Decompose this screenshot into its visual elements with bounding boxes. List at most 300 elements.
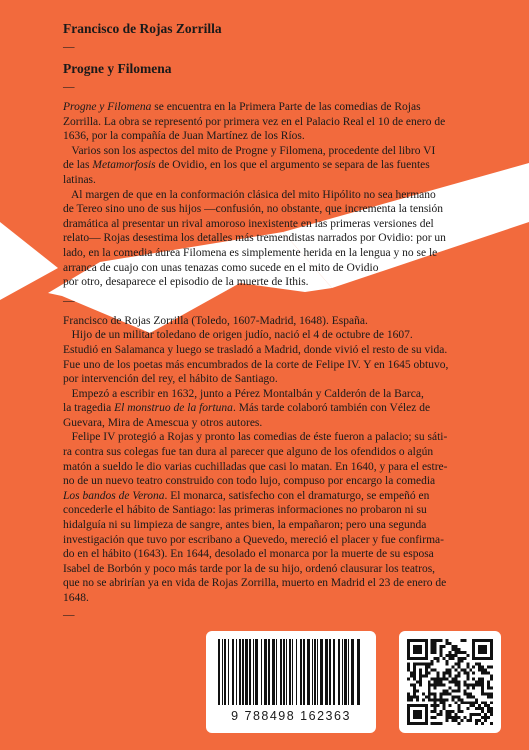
qr-module — [478, 707, 481, 710]
qr-module — [475, 683, 478, 686]
barcode-bar — [249, 639, 251, 705]
qr-module — [472, 713, 475, 716]
text-line: lado, en la comedia áurea Filomena es simplemente herida en la lengua y no se le — [63, 246, 438, 259]
text-line: latinas. — [63, 173, 96, 186]
qr-module — [419, 683, 422, 686]
qr-module — [440, 692, 443, 695]
qr-module — [478, 678, 481, 681]
qr-module — [431, 716, 434, 719]
qr-module — [454, 663, 457, 666]
qr-module — [437, 681, 440, 684]
qr-module — [475, 663, 478, 666]
qr-module — [460, 701, 463, 704]
qr-module — [428, 686, 431, 689]
text-line: hidalguía ni su limpieza de sangre, antes bien, la empañaron; pero una segunda — [63, 519, 427, 532]
qr-module — [454, 654, 457, 657]
barcode-bar — [239, 639, 241, 705]
qr-module — [457, 672, 460, 675]
text-line: Varios son los aspectos del mito de Progne y Filomena, procedente del libro VI — [63, 144, 436, 157]
qr-module — [451, 678, 454, 681]
qr-module — [472, 701, 475, 704]
qr-module — [428, 681, 431, 684]
qr-module — [434, 639, 437, 642]
barcode-bar — [232, 639, 234, 705]
qr-module — [443, 683, 446, 686]
text-line: ra contra sus colegas fue tan dura al parecer que alguno de los ofendidos o algún — [63, 446, 434, 459]
qr-module — [478, 666, 481, 669]
qr-module — [490, 675, 493, 678]
qr-module — [454, 719, 457, 722]
separator-dash: — — [63, 81, 75, 93]
qr-module — [410, 698, 413, 701]
qr-module — [463, 716, 466, 719]
qr-module — [481, 666, 484, 669]
qr-module — [472, 695, 475, 698]
qr-module — [434, 648, 437, 651]
qr-module — [431, 692, 434, 695]
barcode-bar — [228, 639, 229, 705]
barcode-bar — [292, 639, 293, 705]
qr-module — [443, 698, 446, 701]
qr-module — [466, 666, 469, 669]
qr-module — [428, 692, 431, 695]
barcode-bar — [342, 639, 343, 705]
barcode-bar — [307, 639, 310, 705]
qr-module — [457, 686, 460, 689]
qr-module — [413, 686, 416, 689]
qr-module — [425, 695, 428, 698]
separator-dash: — — [63, 41, 75, 53]
qr-module — [440, 713, 443, 716]
qr-module — [466, 692, 469, 695]
qr-module — [469, 704, 472, 707]
barcode-bar — [255, 639, 258, 705]
qr-module — [454, 648, 457, 651]
qr-module — [454, 675, 457, 678]
qr-module — [422, 663, 425, 666]
qr-module — [434, 645, 437, 648]
qr-module — [487, 704, 490, 707]
qr-module — [437, 639, 440, 642]
qr-module — [460, 710, 463, 713]
qr-module — [449, 686, 452, 689]
qr-module — [463, 683, 466, 686]
qr-module — [478, 713, 481, 716]
text-line: Isabel de Borbón y poco más tarde por la de su hijo, ordenó clausurar los teatros, — [63, 562, 436, 575]
qr-module — [475, 719, 478, 722]
text-line: concederle el hábito de Santiago: las primeras informaciones no probaron ni su — [63, 504, 427, 517]
qr-module — [434, 683, 437, 686]
qr-module — [487, 707, 490, 710]
barcode-bars — [216, 639, 366, 709]
text-line: que no se abrirían ya en vida de Rojas Zorrilla, muerto en Madrid el 23 de enero de — [63, 577, 447, 590]
white-shape-left — [0, 222, 58, 300]
qr-module — [440, 701, 443, 704]
qr-module — [487, 710, 490, 713]
qr-module — [440, 645, 443, 648]
barcode-bar — [253, 639, 254, 705]
qr-module — [466, 695, 469, 698]
qr-module — [407, 698, 410, 701]
qr-module — [407, 663, 410, 666]
qr-module — [457, 707, 460, 710]
barcode-bar — [222, 639, 223, 705]
text-line: no de un nuevo teatro construido con todo lujo, compuso por encargo la comedia — [63, 475, 436, 488]
qr-module — [446, 698, 449, 701]
qr-module — [454, 683, 457, 686]
qr-module — [428, 698, 431, 701]
qr-module — [451, 719, 454, 722]
qr-module — [443, 692, 446, 695]
separator-dash: — — [63, 608, 75, 621]
qr-module — [413, 669, 416, 672]
qr-module — [449, 692, 452, 695]
text-line: por otro, desaparece el episodio de la muerte de Ithis. — [63, 276, 309, 289]
qr-module — [407, 695, 410, 698]
qr-module — [478, 645, 487, 654]
book-title: Progne y Filomena — [63, 61, 172, 76]
qr-module — [446, 669, 449, 672]
qr-module — [454, 701, 457, 704]
qr-module — [410, 695, 413, 698]
qr-module — [428, 666, 431, 669]
barcode-bar — [320, 639, 323, 705]
qr-module — [443, 678, 446, 681]
qr-module — [481, 689, 484, 692]
qr-module — [484, 719, 487, 722]
qr-module — [490, 722, 493, 725]
qr-module — [431, 645, 434, 648]
qr-module — [484, 704, 487, 707]
qr-module — [472, 704, 475, 707]
qr-module — [475, 681, 478, 684]
qr-module — [446, 719, 449, 722]
qr-module — [449, 716, 452, 719]
qr-module — [457, 704, 460, 707]
qr-module — [434, 669, 437, 672]
qr-module — [457, 660, 460, 663]
qr-module — [475, 701, 478, 704]
qr-module — [451, 681, 454, 684]
qr-module — [431, 660, 434, 663]
qr-module — [463, 672, 466, 675]
qr-module — [443, 672, 446, 675]
qr-module — [457, 689, 460, 692]
qr-module — [413, 692, 416, 695]
qr-module — [481, 686, 484, 689]
qr-module — [419, 678, 422, 681]
qr-module — [446, 678, 449, 681]
qr-module — [454, 695, 457, 698]
qr-module — [446, 660, 449, 663]
qr-module — [440, 683, 443, 686]
barcode-bar — [338, 639, 340, 705]
qr-module — [481, 683, 484, 686]
author-name: Francisco de Rojas Zorrilla — [63, 21, 222, 36]
qr-module — [446, 672, 449, 675]
qr-module — [422, 675, 425, 678]
qr-module — [416, 663, 419, 666]
qr-module — [407, 678, 410, 681]
qr-module — [481, 716, 484, 719]
qr-module — [431, 710, 434, 713]
qr-module — [449, 642, 452, 645]
barcode-bar — [261, 639, 262, 705]
qr-module — [446, 689, 449, 692]
qr-module — [425, 672, 428, 675]
qr-module — [440, 651, 443, 654]
qr-module — [475, 698, 478, 701]
text-line: arranca de cuajo con unas tenazas como sucede en el mito de Ovidio — [63, 261, 379, 274]
qr-module — [481, 701, 484, 704]
qr-module — [407, 692, 410, 695]
barcode-bar — [242, 639, 244, 705]
qr-module — [466, 701, 469, 704]
qr-module — [443, 689, 446, 692]
qr-module — [466, 672, 469, 675]
qr-module — [451, 666, 454, 669]
barcode-bar — [296, 639, 297, 705]
qr-module — [454, 669, 457, 672]
qr-module — [446, 692, 449, 695]
qr-module — [463, 651, 466, 654]
qr-module — [487, 666, 490, 669]
qr-module — [419, 675, 422, 678]
text-line: dramática al presentar un rival amoroso inexistente en las primeras versiones del — [63, 217, 434, 230]
separator-dash: — — [63, 294, 75, 307]
qr-module — [437, 722, 440, 725]
qr-module — [428, 689, 431, 692]
qr-module — [472, 678, 475, 681]
qr-module — [434, 678, 437, 681]
qr-module — [463, 701, 466, 704]
qr-module — [454, 678, 457, 681]
qr-module — [469, 692, 472, 695]
barcode-bar — [357, 639, 360, 705]
qr-module — [481, 692, 484, 695]
qr-module — [431, 704, 434, 707]
qr-module — [440, 654, 443, 657]
text-line: de Tereo sino uno de sus hijos —confusión, no obstante, que incrementa la tensión — [63, 203, 444, 216]
qr-module — [454, 716, 457, 719]
qr-module — [490, 713, 493, 716]
qr-module — [475, 707, 478, 710]
text-line: relato— Rojas desestima los detalles más tremendistas narrados por Ovidio: por un — [63, 232, 446, 245]
text-line: Fue uno de los poetas más encumbrados de la corte de Felipe IV. Y en 1645 obtuvo, — [63, 358, 449, 371]
text-line: do en el hábito (1643). En 1644, desolado el monarca por la muerte de su esposa — [63, 548, 434, 561]
qr-module — [449, 654, 452, 657]
qr-module — [440, 639, 443, 642]
qr-module — [440, 698, 443, 701]
qr-module — [446, 716, 449, 719]
qr-module — [449, 669, 452, 672]
qr-module — [451, 657, 454, 660]
qr-module — [490, 707, 493, 710]
barcode-bar — [348, 639, 349, 705]
qr-module — [431, 698, 434, 701]
qr-module — [472, 683, 475, 686]
qr-module — [454, 681, 457, 684]
qr-module — [478, 681, 481, 684]
qr-module — [487, 681, 490, 684]
qr-module — [449, 681, 452, 684]
qr-module — [463, 689, 466, 692]
qr-module — [469, 716, 472, 719]
qr-module — [434, 710, 437, 713]
qr-module — [413, 689, 416, 692]
qr-module — [469, 695, 472, 698]
qr-module — [469, 683, 472, 686]
qr-module — [434, 695, 437, 698]
text-line: Progne y Filomena se encuentra en la Primera Parte de las comedias de Rojas — [63, 101, 421, 113]
qr-module — [457, 683, 460, 686]
qr-module — [451, 689, 454, 692]
qr-module — [449, 713, 452, 716]
qr-module — [443, 707, 446, 710]
qr-module — [460, 639, 463, 642]
qr-module — [413, 645, 422, 654]
qr-module — [460, 669, 463, 672]
qr-module — [431, 683, 434, 686]
qr-module — [490, 666, 493, 669]
barcode-bar — [333, 639, 335, 705]
qr-module — [466, 678, 469, 681]
play-description — [63, 100, 483, 290]
qr-module — [413, 663, 416, 666]
qr-module — [469, 669, 472, 672]
qr-module — [481, 681, 484, 684]
qr-module — [449, 657, 452, 660]
qr-module — [434, 686, 437, 689]
barcode-bar — [236, 639, 237, 705]
qr-module — [440, 710, 443, 713]
qr-module — [490, 695, 493, 698]
qr-module — [457, 663, 460, 666]
qr-module — [481, 669, 484, 672]
isbn-number: 9 788498 162363 — [231, 709, 351, 723]
qr-module — [437, 660, 440, 663]
qr-module — [419, 681, 422, 684]
qr-module — [466, 707, 469, 710]
barcode-bar — [317, 639, 318, 705]
qr-module — [475, 713, 478, 716]
qr-module — [472, 666, 475, 669]
barcode-bar — [218, 639, 220, 705]
barcode-bar — [245, 639, 248, 705]
qr-module — [437, 657, 440, 660]
qr-module — [407, 666, 410, 669]
qr-module — [451, 710, 454, 713]
qr-module — [410, 672, 413, 675]
qr-module — [437, 675, 440, 678]
qr-module — [434, 651, 437, 654]
barcode-bar — [268, 639, 270, 705]
qr-module — [437, 683, 440, 686]
qr-module — [440, 678, 443, 681]
qr-module — [481, 672, 484, 675]
qr-module — [434, 722, 437, 725]
qr-module — [451, 654, 454, 657]
text-line: 1636, por la compañía de Juan Martínez de los Ríos. — [63, 130, 305, 143]
qr-module — [451, 698, 454, 701]
qr-module — [431, 678, 434, 681]
qr-module — [428, 672, 431, 675]
qr-module — [457, 666, 460, 669]
qr-module — [407, 669, 410, 672]
barcode-bar — [344, 639, 347, 705]
qr-code-pattern — [407, 639, 493, 725]
qr-module — [478, 663, 481, 666]
qr-module — [481, 678, 484, 681]
qr-module — [413, 666, 416, 669]
qr-module — [434, 692, 437, 695]
qr-module — [413, 678, 416, 681]
qr-module — [469, 719, 472, 722]
qr-module — [434, 701, 437, 704]
qr-module — [434, 707, 437, 710]
barcode-bar — [286, 639, 287, 705]
qr-module — [484, 716, 487, 719]
qr-module — [484, 669, 487, 672]
barcode-bar — [303, 639, 305, 705]
qr-module — [490, 692, 493, 695]
qr-module — [454, 689, 457, 692]
qr-module — [478, 683, 481, 686]
qr-module — [478, 719, 481, 722]
qr-module — [440, 648, 443, 651]
qr-module — [428, 683, 431, 686]
qr-module — [434, 657, 437, 660]
qr-module — [449, 651, 452, 654]
qr-module — [437, 713, 440, 716]
qr-module — [451, 648, 454, 651]
qr-module — [443, 704, 446, 707]
barcode-bar — [300, 639, 302, 705]
qr-module — [463, 669, 466, 672]
qr-module — [466, 675, 469, 678]
qr-module — [416, 698, 419, 701]
isbn-barcode — [206, 631, 376, 733]
text-line: 1648. — [63, 592, 89, 604]
qr-module — [490, 686, 493, 689]
qr-module — [413, 672, 416, 675]
author-biography — [63, 314, 483, 606]
qr-module — [457, 695, 460, 698]
qr-module — [431, 648, 434, 651]
text-line: Al margen de que en la conformación clásica del mito Hipólito no sea hermano — [63, 188, 436, 201]
text-line: Los bandos de Verona. El monarca, satisfecho con el dramaturgo, se empeñó en — [63, 489, 430, 502]
qr-module — [416, 695, 419, 698]
qr-module — [454, 713, 457, 716]
qr-module — [460, 660, 463, 663]
qr-module — [490, 678, 493, 681]
qr-module — [446, 654, 449, 657]
qr-module — [472, 686, 475, 689]
qr-module — [449, 704, 452, 707]
barcode-bar — [325, 639, 328, 705]
text-line: Estudió en Salamanca y luego se trasladó a Madrid, donde vivió el resto de su vida. — [63, 343, 448, 356]
qr-module — [463, 681, 466, 684]
qr-module — [487, 695, 490, 698]
qr-module — [481, 722, 484, 725]
qr-module — [487, 672, 490, 675]
qr-module — [487, 716, 490, 719]
qr-module — [410, 675, 413, 678]
qr-module — [457, 651, 460, 654]
qr-module — [472, 672, 475, 675]
barcode-bar — [280, 639, 282, 705]
qr-module — [437, 672, 440, 675]
